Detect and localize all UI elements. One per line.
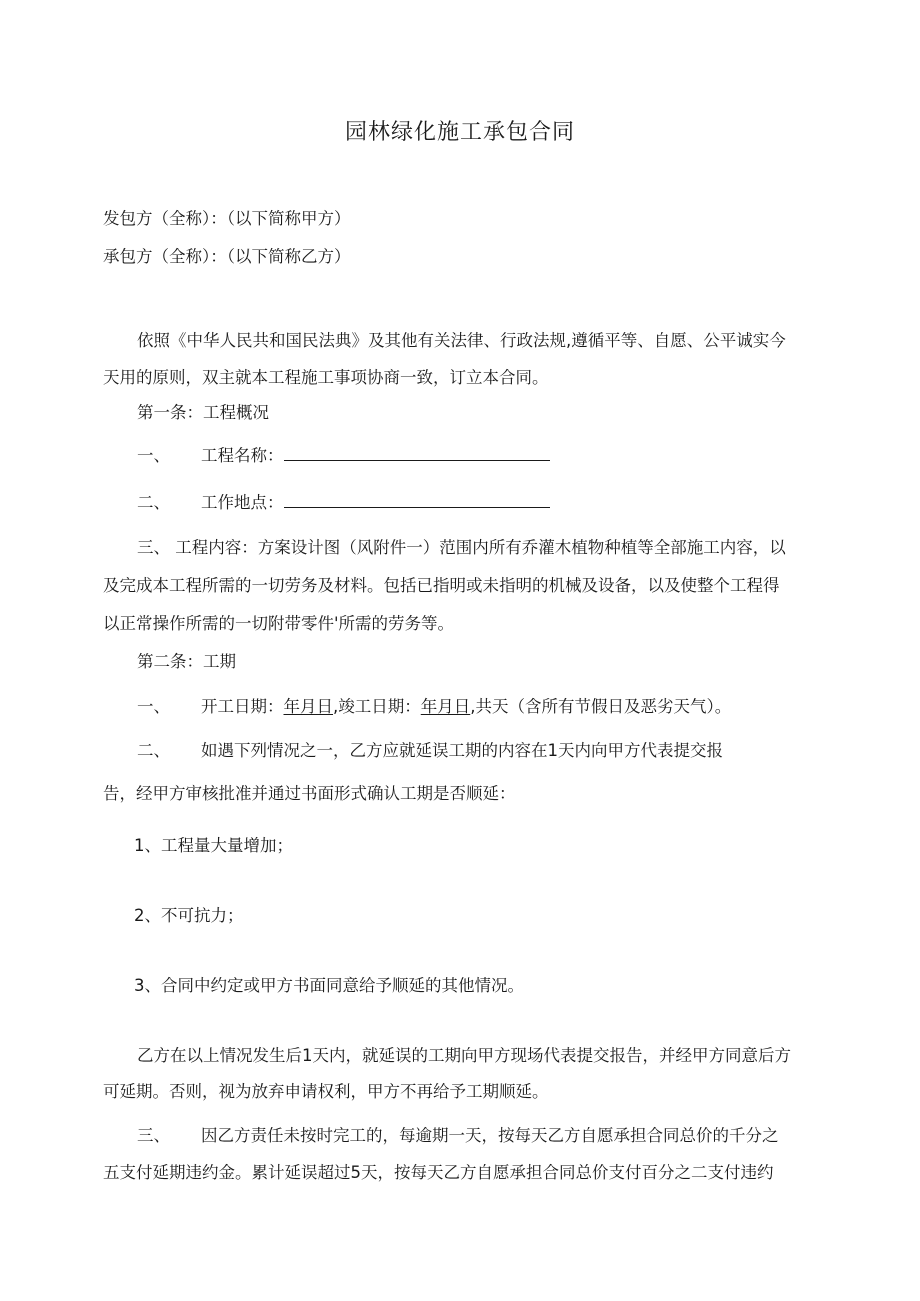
work-content-line-2: 及完成本工程所需的一切劳务及材料。包括已指明或未指明的机械及设备，以及使整个工程得 <box>103 576 780 595</box>
duration-text: ,共天（含所有节假日及恶劣天气）。 <box>470 697 732 716</box>
penalty-clause-line-2: 五支付延期违约金。累计延误超过5天，按每天乙方自愿承担合同总价支付百分之二支付违约 <box>103 1163 774 1182</box>
article-1-heading: 第一条：工程概况 <box>137 403 269 422</box>
penalty-clause-line-1 <box>137 1125 779 1147</box>
schedule-dates-row <box>137 696 731 718</box>
work-location-blank[interactable] <box>284 491 550 508</box>
item-number: 三、 <box>137 1126 170 1145</box>
case-item-3: 3、合同中约定或甲方书面同意给予顺延的其他情况。 <box>134 976 524 995</box>
project-name-row <box>137 444 550 467</box>
item-number: 一、 <box>137 446 170 465</box>
project-name-label: 工程名称： <box>201 446 284 465</box>
end-date-value: 年月日 <box>420 697 471 716</box>
penalty-clause-text: 因乙方责任未按时完工的，每逾期一天，按每天乙方自愿承担合同总价的千分之 <box>201 1126 779 1145</box>
party-a-line: 发包方（全称）：（以下简称甲方） <box>103 209 351 228</box>
delay-clause-text: 如遇下列情况之一，乙方应就延误工期的内容在1天内向甲方代表提交报 <box>201 741 723 760</box>
intro-line-2: 天用的原则，双主就本工程施工事项协商一致，订立本合同。 <box>103 368 549 387</box>
case-item-1: 1、工程量大量增加； <box>134 836 293 855</box>
work-location-label: 工作地点： <box>201 493 284 512</box>
report-clause-line-1: 乙方在以上情况发生后1天内，就延误的工期向甲方现场代表提交报告，并经甲方同意后方 <box>137 1046 791 1065</box>
case-item-2: 2、不可抗力； <box>134 906 244 925</box>
report-clause-line-2: 可延期。否则，视为放弃申请权利，甲方不再给予工期顺延。 <box>103 1082 549 1101</box>
delay-clause-line-1 <box>137 740 723 762</box>
party-b-line: 承包方（全称）：（以下简称乙方） <box>103 247 351 266</box>
work-location-row <box>137 491 550 514</box>
item-number: 一、 <box>137 697 170 716</box>
delay-clause-line-2: 告，经甲方审核批准并通过书面形式确认工期是否顺延： <box>103 784 516 803</box>
work-content-line-1: 三、 工程内容：方案设计图（风附件一）范围内所有乔灌木植物种植等全部施工内容，以 <box>137 538 786 557</box>
article-2-heading: 第二条：工期 <box>137 652 236 671</box>
start-date-value: 年月日 <box>283 697 333 716</box>
end-date-label: ,竣工日期： <box>333 697 421 716</box>
document-title: 园林绿化施工承包合同 <box>344 120 575 145</box>
item-number: 二、 <box>137 493 170 512</box>
item-number: 二、 <box>137 741 170 760</box>
project-name-blank[interactable] <box>284 444 550 461</box>
work-content-line-3: 以正常操作所需的一切附带零件'所需的劳务等。 <box>103 614 455 633</box>
intro-line-1: 依照《中华人民共和国民法典》及其他有关法律、行政法规,遵循平等、自愿、公平诚实今 <box>137 331 786 350</box>
start-date-label: 开工日期： <box>201 697 284 716</box>
